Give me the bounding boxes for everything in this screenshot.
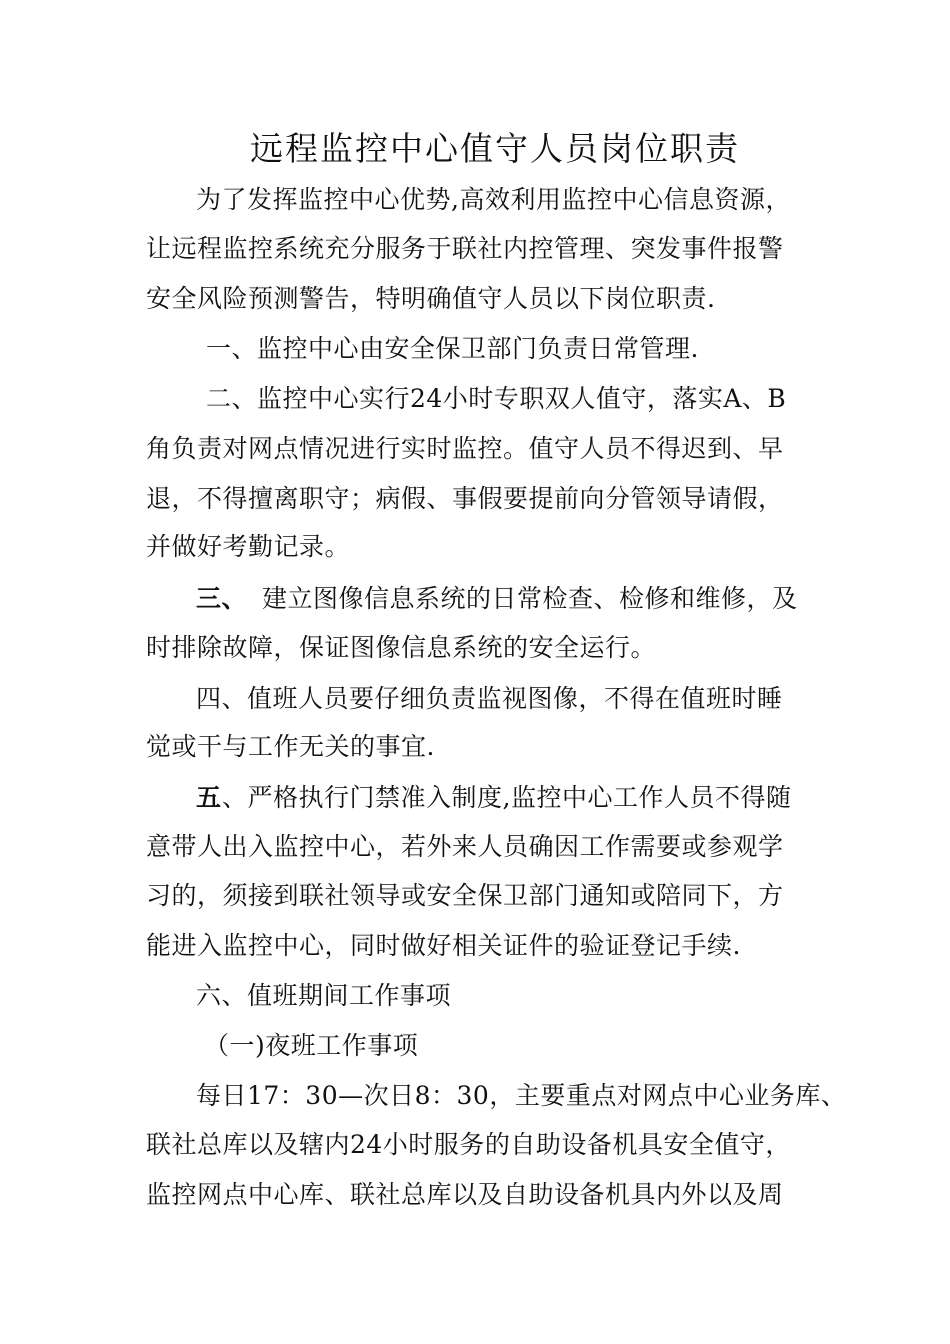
paragraph-line: 建立图像信息系统的日常检查、检修和维修，及 [262,584,798,613]
paragraph-line: 退，不得擅离职守；病假、事假要提前向分管领导请假， [146,484,784,513]
paragraph-line: 安全风险预测警告，特明确值守人员以下岗位职责. [146,284,716,313]
paragraph-line: 每日17：30—次日8：30，主要重点对网点中心业务库、 [196,1081,847,1110]
paragraph-line: 角负责对网点情况进行实时监控。值守人员不得迟到、早 [146,434,784,463]
paragraph-line: 让远程监控系统充分服务于联社内控管理、突发事件报警 [146,234,784,263]
document-title: 远程监控中心值守人员岗位职责 [250,129,740,168]
paragraph-line: 为了发挥监控中心优势,高效利用监控中心信息资源， [196,185,791,214]
paragraph-line: 习的，须接到联社领导或安全保卫部门通知或陪同下，方 [146,881,784,910]
paragraph-line: 觉或干与工作无关的事宜. [146,732,435,761]
paragraph-line: 联社总库以及辖内24小时服务的自助设备机具安全值守， [146,1130,791,1159]
section-number: 五 [196,783,222,812]
paragraph-line: 意带人出入监控中心，若外来人员确因工作需要或参观学 [146,832,784,861]
paragraph-line: 时排除故障，保证图像信息系统的安全运行。 [146,633,657,662]
section-heading: 六、值班期间工作事项 [196,981,452,1010]
paragraph-line: 一、监控中心由安全保卫部门负责日常管理. [206,334,699,363]
subsection-heading: （一)夜班工作事项 [204,1031,419,1060]
paragraph-line: 四、值班人员要仔细负责监视图像，不得在值班时睡 [196,684,783,713]
section-number: 三、 [196,584,248,613]
paragraph-line: 并做好考勤记录。 [146,532,351,561]
paragraph-line: 监控网点中心库、联社总库以及自助设备机具内外以及周 [146,1180,784,1209]
paragraph-line: 、严格执行门禁准入制度,监控中心工作人员不得随 [222,783,792,812]
paragraph-line: 二、监控中心实行24小时专职双人值守，落实A、B [206,384,787,413]
paragraph-line: 能进入监控中心，同时做好相关证件的验证登记手续. [146,931,741,960]
